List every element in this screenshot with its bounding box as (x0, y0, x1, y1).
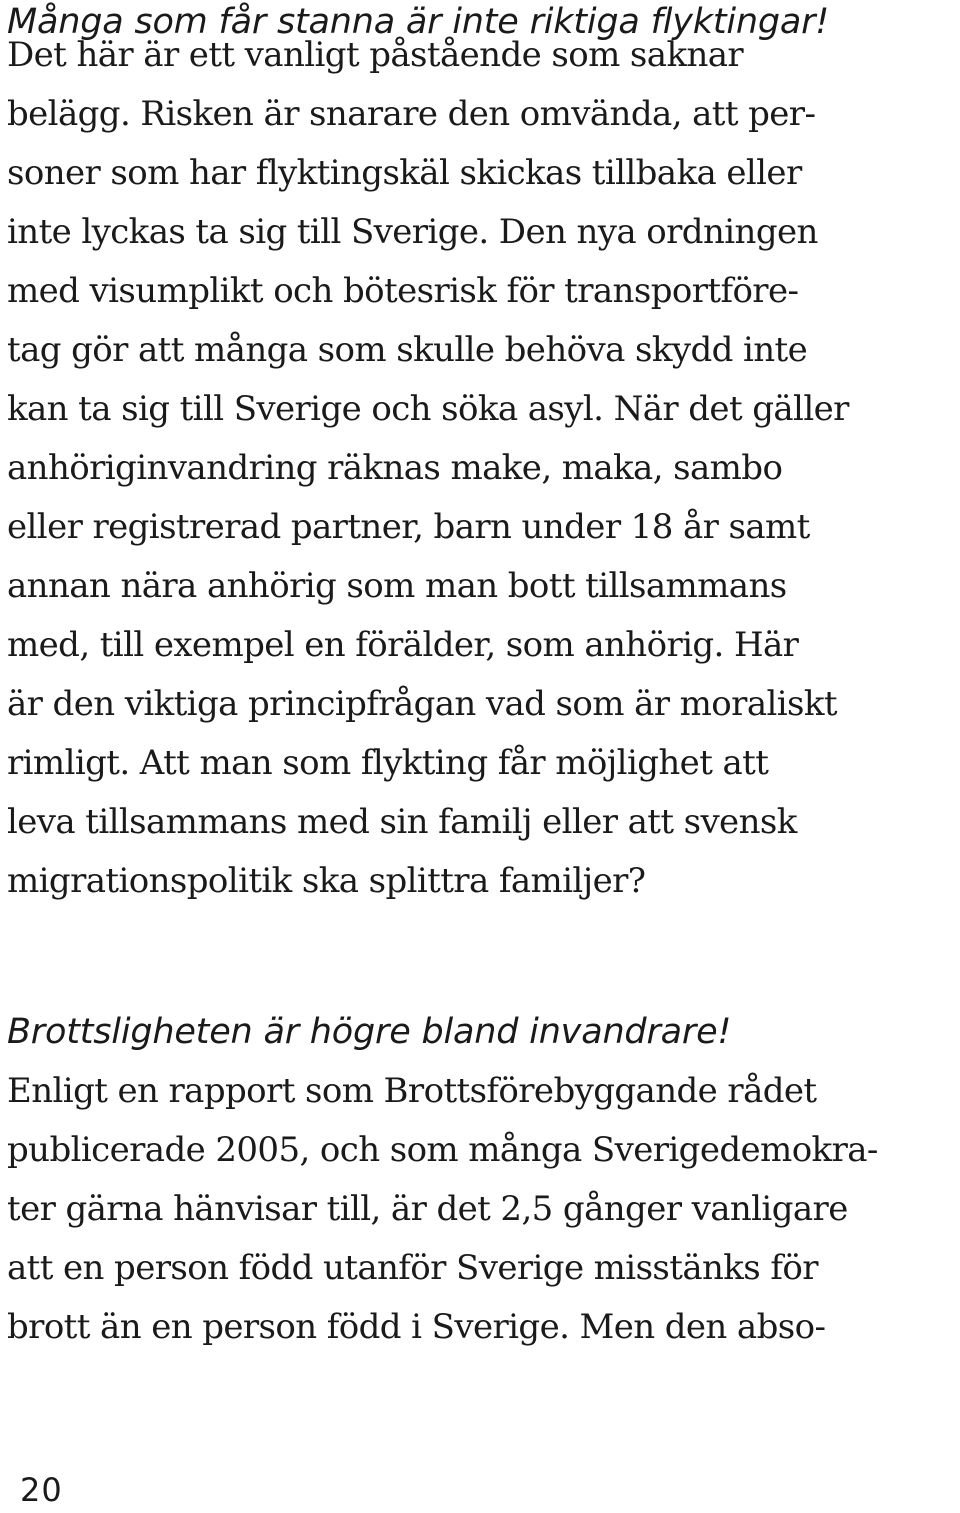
text-line: brott än en person född i Sverige. Men den abso- (7, 1307, 826, 1347)
text-line: tag gör att många som skulle behöva skydd inte (7, 330, 808, 370)
text-line: är den viktiga principfrågan vad som är moraliskt (7, 684, 837, 724)
text-line: rimligt. Att man som flykting får möjlighet att (7, 743, 769, 783)
page-number: 20 (20, 1471, 63, 1509)
text-line: soner som har flyktingskäl skickas tillbaka eller (7, 153, 802, 193)
text-line: kan ta sig till Sverige och söka asyl. När det gäller (7, 389, 849, 429)
text-line: annan nära anhörig som man bott tillsammans (7, 566, 787, 606)
text-line: eller registrerad partner, barn under 18 år samt (7, 507, 810, 547)
text-line: belägg. Risken är snarare den omvända, att per- (7, 94, 816, 134)
text-line: Det här är ett vanligt påstående som saknar (7, 35, 744, 75)
text-line: Enligt en rapport som Brottsförebyggande rådet (7, 1071, 817, 1111)
section-heading-crime: Brottsligheten är högre bland invandrare! (7, 1012, 732, 1052)
section-heading-refugees: Många som får stanna är inte riktiga flyktingar! (7, 2, 830, 42)
text-line: med visumplikt och bötesrisk för transportföre- (7, 271, 799, 311)
text-line: anhöriginvandring räknas make, maka, sambo (7, 448, 783, 488)
text-line: med, till exempel en förälder, som anhörig. Här (7, 625, 799, 665)
text-line: inte lyckas ta sig till Sverige. Den nya ordningen (7, 212, 818, 252)
text-line: leva tillsammans med sin familj eller att svensk (7, 802, 797, 842)
text-line: ter gärna hänvisar till, är det 2,5 gånger vanligare (7, 1189, 848, 1229)
section-body-crime (7, 1062, 878, 1357)
text-line: migrationspolitik ska splittra familjer? (7, 861, 646, 901)
text-line: publicerade 2005, och som många Sverigedemokra- (7, 1130, 878, 1170)
text-line: att en person född utanför Sverige misstänks för (7, 1248, 818, 1288)
section-body-refugees (7, 26, 849, 911)
